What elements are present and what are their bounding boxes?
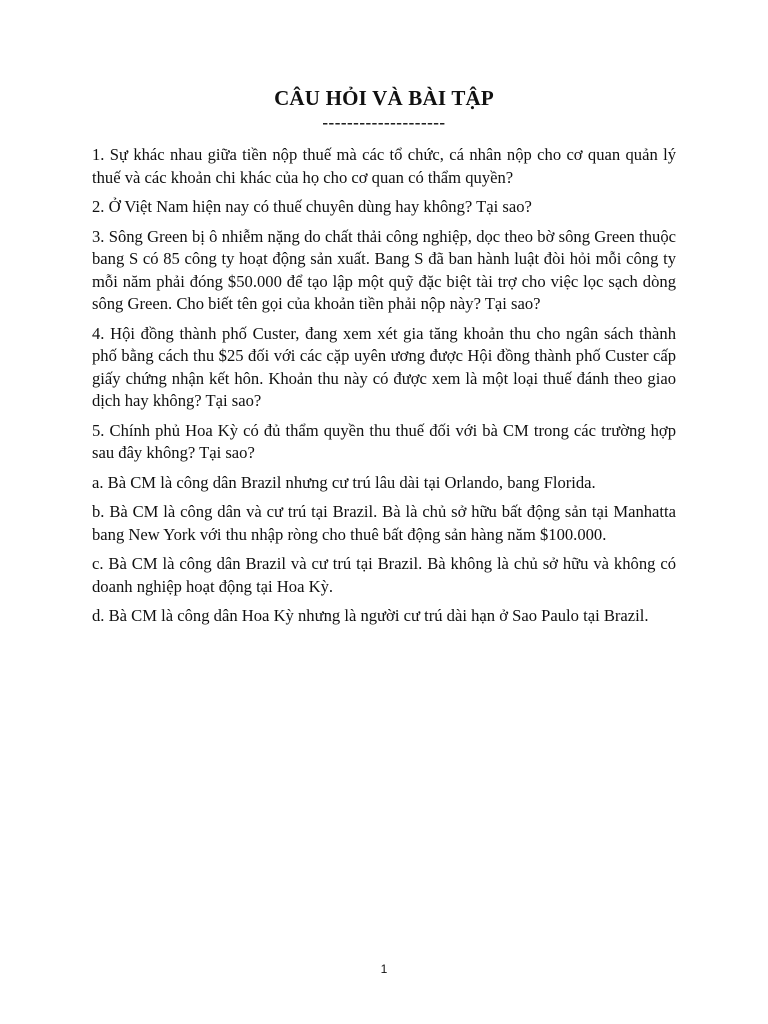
question-1: 1. Sự khác nhau giữa tiền nộp thuế mà các tổ chức, cá nhân nộp cho cơ quan quản lý thuế và các khoản chi khác của họ cho cơ quan có thẩm quyền? (92, 145, 676, 187)
page-number: 1 (380, 962, 388, 976)
page-title: CÂU HỎI VÀ BÀI TẬP (274, 86, 494, 110)
case-d: d. Bà CM là công dân Hoa Kỳ nhưng là người cư trú dài hạn ở Sao Paulo tại Brazil. (92, 606, 649, 625)
question-4: 4. Hội đồng thành phố Custer, đang xem xét gia tăng khoản thu cho ngân sách thành phố bằng cách thu $25 đối với các cặp uyên ương được Hội đồng thành phố Custer cấp giấy chứng nhận kết hôn. Khoản thu này có được xem là một loại thuế đánh theo giao dịch hay không? Tại sao? (92, 323, 676, 410)
question-5: 5. Chính phủ Hoa Kỳ có đủ thẩm quyền thu thuế đối với bà CM trong các trường hợp sau đây không? Tại sao? (92, 420, 676, 462)
document-body (92, 144, 676, 635)
case-b: b. Bà CM là công dân và cư trú tại Brazil. Bà là chủ sở hữu bất động sản tại Manhatta bang New York với thu nhập ròng cho thuê bất động sản hàng năm $100.000. (92, 502, 676, 544)
title-divider: -------------------- (322, 113, 446, 132)
question-2: 2. Ở Việt Nam hiện nay có thuế chuyên dùng hay không? Tại sao? (92, 197, 532, 216)
case-a: a. Bà CM là công dân Brazil nhưng cư trú lâu dài tại Orlando, bang Florida. (92, 472, 596, 492)
case-c: c. Bà CM là công dân Brazil và cư trú tại Brazil. Bà không là chủ sở hữu và không có doanh nghiệp hoạt động tại Hoa Kỳ. (92, 554, 676, 596)
question-3: 3. Sông Green bị ô nhiễm nặng do chất thải công nghiệp, dọc theo bờ sông Green thuộc bang S có 85 công ty hoạt động sản xuất. Bang S đã ban hành luật đòi hỏi mỗi công ty mỗi năm phải đóng $50.000 để tạo lập một quỹ đặc biệt tài trợ cho việc lọc sạch dòng sông Green. Cho biết tên gọi của khoản tiền phải nộp này? Tại sao? (92, 226, 676, 313)
